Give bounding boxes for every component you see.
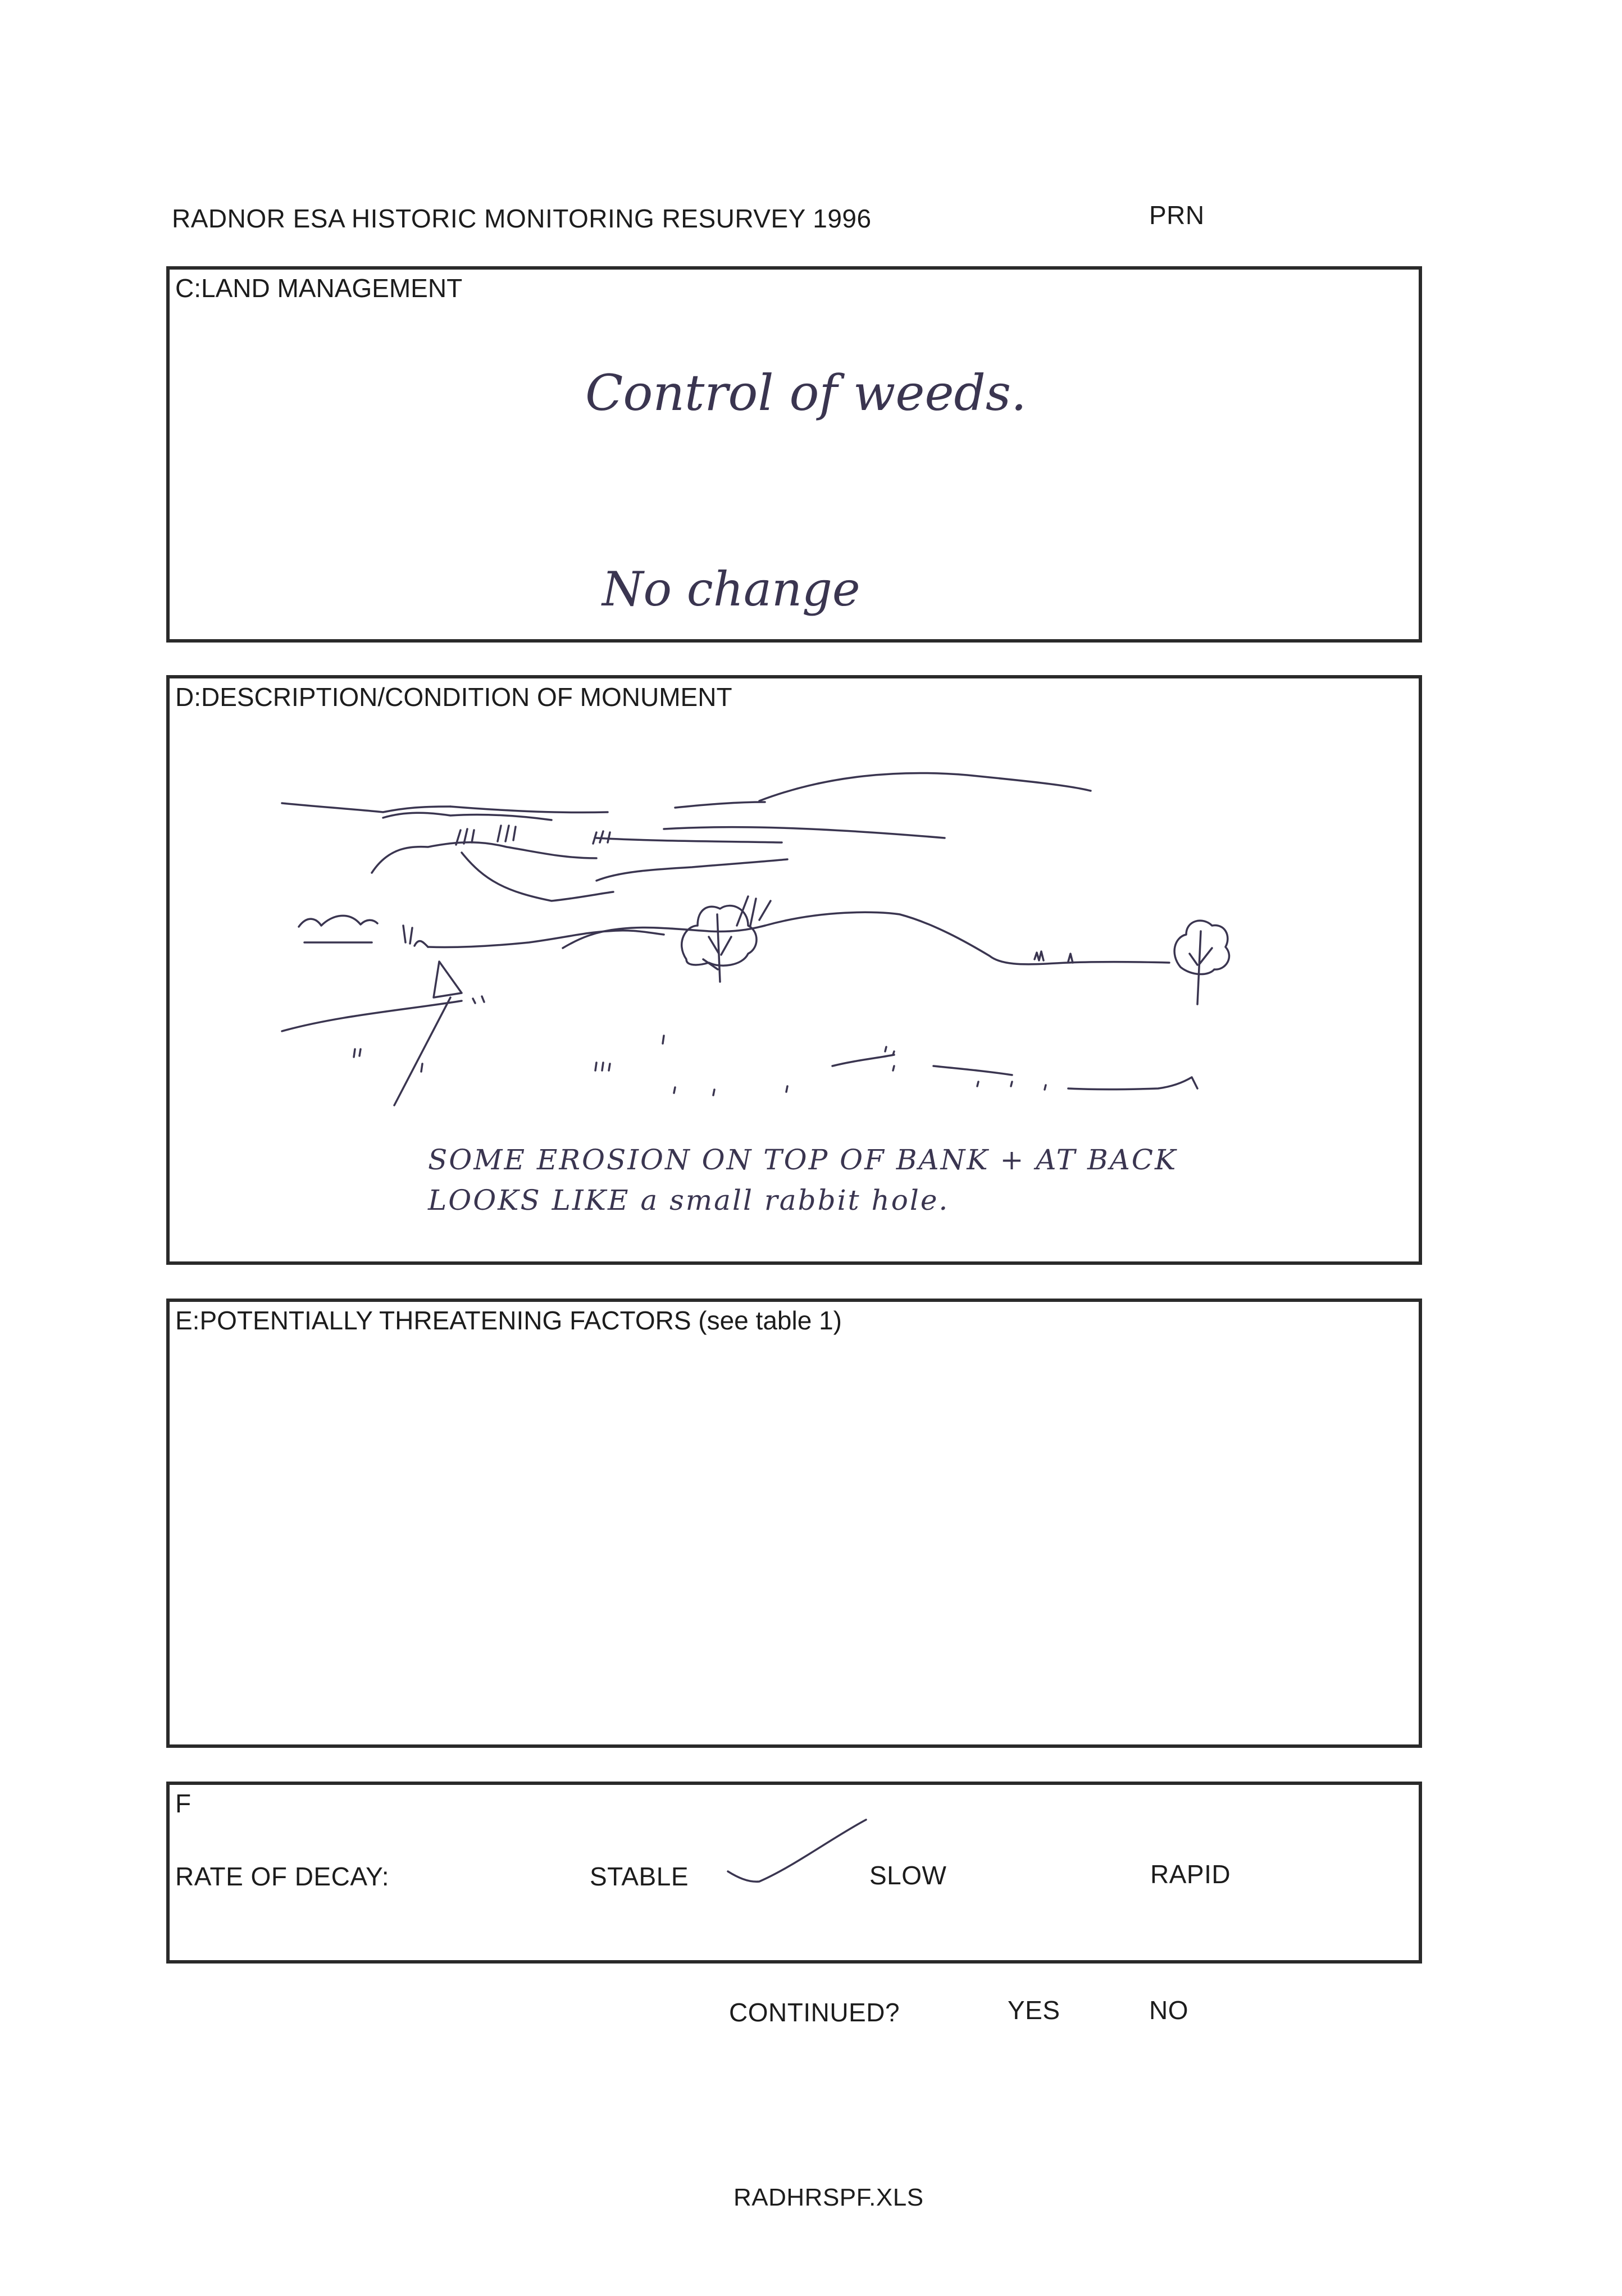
section-e-threatening-factors xyxy=(166,1299,1422,1748)
section-e-label: E:POTENTIALLY THREATENING FACTORS (see table 1) xyxy=(175,1306,842,1335)
stable-checkmark-icon xyxy=(726,1815,872,1894)
description-note-line1: SOME EROSION ON TOP OF BANK + AT BACK xyxy=(428,1144,1178,1176)
rate-of-decay-label: RATE OF DECAY: xyxy=(175,1862,390,1891)
form-title: RADNOR ESA HISTORIC MONITORING RESURVEY 1996 xyxy=(172,204,872,233)
continued-yes-option[interactable]: YES xyxy=(1008,1996,1060,2025)
section-d-label: D:DESCRIPTION/CONDITION OF MONUMENT xyxy=(175,682,732,712)
continued-label: CONTINUED? xyxy=(729,1998,900,2027)
section-c-label: C:LAND MANAGEMENT xyxy=(175,274,463,303)
monument-sketch xyxy=(170,678,1425,1268)
option-rapid[interactable]: RAPID xyxy=(1150,1860,1231,1889)
option-slow[interactable]: SLOW xyxy=(869,1861,947,1890)
handwritten-land-management-line2: No change xyxy=(602,562,860,617)
description-note-line2: LOOKS LIKE a small rabbit hole. xyxy=(428,1184,950,1217)
option-stable[interactable]: STABLE xyxy=(590,1862,689,1891)
continued-no-option[interactable]: NO xyxy=(1149,1996,1188,2025)
section-f-label: F xyxy=(175,1789,192,1818)
handwritten-land-management-line1: Control of weeds. xyxy=(585,364,1027,422)
section-f-rate-of-decay xyxy=(166,1782,1422,1964)
section-c-land-management xyxy=(166,266,1422,643)
footer-filename: RADHRSPF.XLS xyxy=(733,2184,924,2211)
section-d-description xyxy=(166,675,1422,1265)
prn-label: PRN xyxy=(1149,201,1205,230)
